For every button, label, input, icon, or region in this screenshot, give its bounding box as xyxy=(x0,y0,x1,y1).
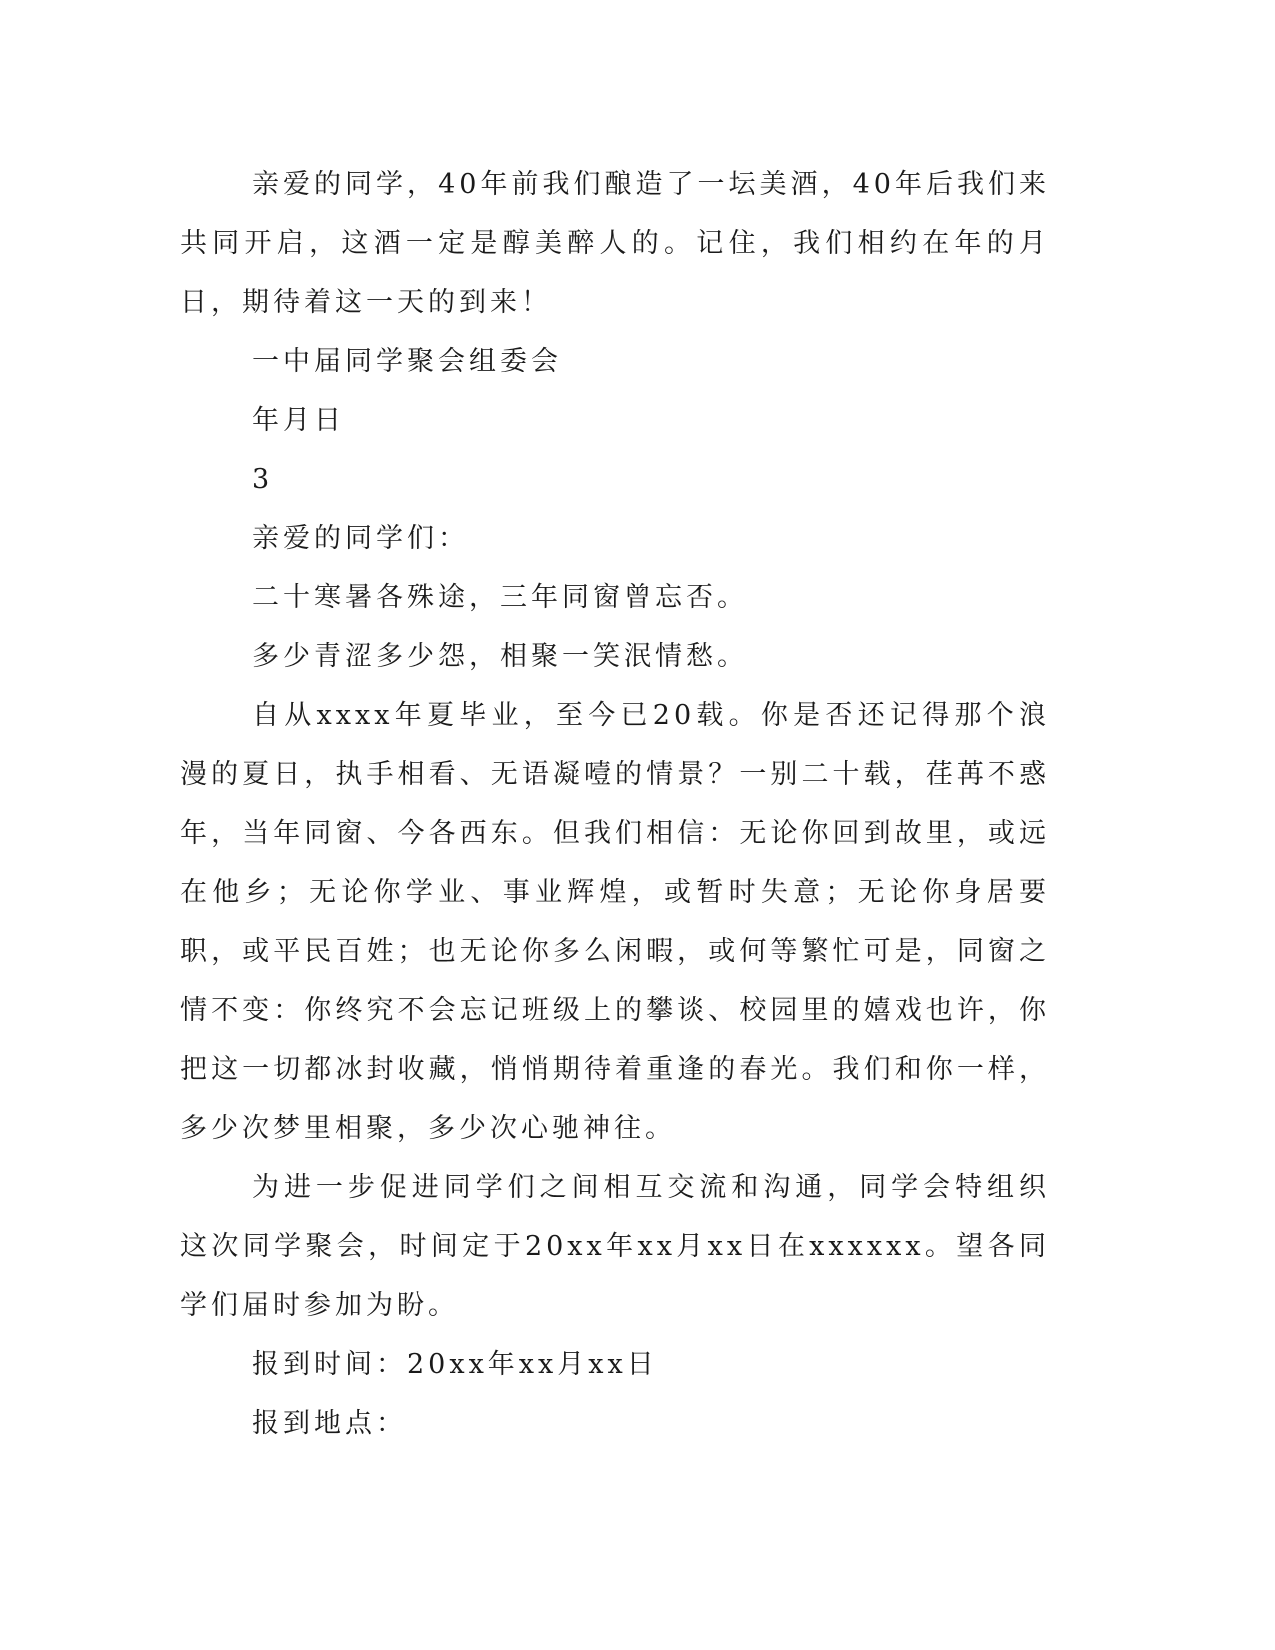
section-number: 3 xyxy=(252,464,274,495)
paragraph-date-line: 年月日 xyxy=(252,405,345,436)
paragraph-memories: 自从xxxx年夏毕业，至今已20载。你是否还记得那个浪漫的夏日，执手相看、无语凝噎的情景？一别二十载，荏苒不惑年，当年同窗、今各西东。但我们相信：无论你回到故里，或远在他乡；无论你学业、事业辉煌，或暂时失意；无论你身居要职，或平民百姓；也无论你多么闲暇，或何等繁忙可是，同窗之情不变：你终究不会忘记班级上的攀谈、校园里的嬉戏也许，你把这一切都冰封收藏，悄悄期待着重逢的春光。我们和你一样，多少次梦里相聚，多少次心驰神往。 xyxy=(180,700,1050,1144)
paragraph-reunion-announcement: 为进一步促进同学们之间相互交流和沟通，同学会特组织这次同学聚会，时间定于20xx年xx月xx日在xxxxxx。望各同学们届时参加为盼。 xyxy=(180,1172,1050,1321)
document-body xyxy=(180,155,1050,1453)
paragraph-organizer-signature: 一中届同学聚会组委会 xyxy=(252,346,562,377)
paragraph-verse-line-2: 多少青涩多少怨，相聚一笑泯情愁。 xyxy=(252,641,748,672)
paragraph-salutation: 亲爱的同学们： xyxy=(252,523,469,554)
paragraph-registration-location: 报到地点： xyxy=(252,1408,407,1439)
paragraph-invitation-opening: 亲爱的同学，40年前我们酿造了一坛美酒，40年后我们来共同开启，这酒一定是醇美醉人的。记住，我们相约在年的月日，期待着这一天的到来！ xyxy=(180,169,1050,318)
paragraph-verse-line-1: 二十寒暑各殊途，三年同窗曾忘否。 xyxy=(252,582,748,613)
paragraph-registration-time: 报到时间：20xx年xx月xx日 xyxy=(252,1349,658,1380)
